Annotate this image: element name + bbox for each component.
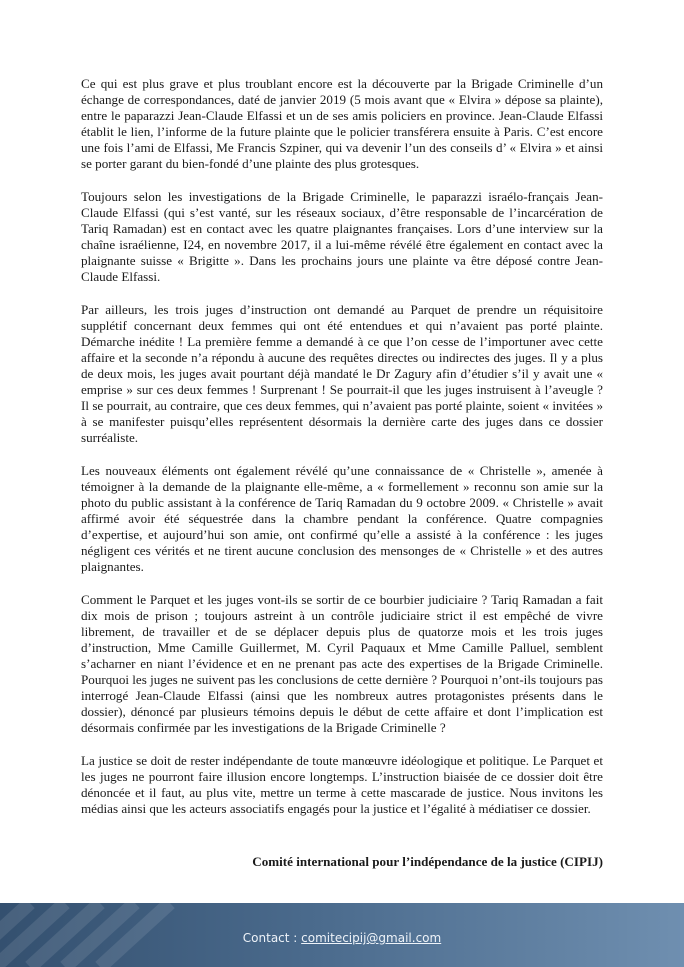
contact-email-link[interactable]: comitecipij@gmail.com (301, 931, 442, 945)
footer-banner (0, 903, 684, 967)
footer-contact (0, 931, 684, 945)
paragraph-5: Comment le Parquet et les juges vont-ils se sortir de ce bourbier judiciaire ? Tariq Ramadan a fait dix mois de prison ; toujours astreint à un contrôle judiciaire strict il est empêché de vivre librement, de travailler et de se déplacer depuis plus de quatorze mois et les trois juges d’instruction, Mme Camille Guillermet, M. Cyril Paquaux et Mme Camille Palluel, semblent s’acharner en niant l’évidence et en ne prenant pas acte des expertises de la Brigade Criminelle. Pourquoi les juges ne suivent pas les conclusions de cette dernière ? Pourquoi n’ont-ils toujours pas interrogé Jean-Claude Elfassi (ainsi que les nombreux autres protagonistes présents dans le dossier), dénoncé par plusieurs témoins depuis le début de cette affaire et dont l’implication est désormais confirmée par les investigations de la Brigade Criminelle ? (81, 592, 603, 735)
paragraph-6: La justice se doit de rester indépendante de toute manœuvre idéologique et politique. Le Parquet et les juges ne pourront faire illusion encore longtemps. L’instruction biaisée de ce dossier doit être dénoncée et il faut, au plus vite, mettre un terme à cette mascarade de justice. Nous invitons les médias ainsi que les acteurs associatifs engagés pour la justice et l’égalité à médiatiser ce dossier. (81, 753, 603, 816)
paragraph-2: Toujours selon les investigations de la Brigade Criminelle, le paparazzi israélo-français Jean-Claude Elfassi (qui s’est vanté, sur les réseaux sociaux, d’être responsable de l’incarcération de Tariq Ramadan) est en contact avec les quatre plaignantes françaises. Lors d’une interview sur la chaîne israélienne, I24, en novembre 2017, il a lui-même révélé être également en contact avec la plaignante suisse « Brigitte ». Dans les prochains jours une plainte va être déposé contre Jean-Claude Elfassi. (81, 189, 603, 284)
contact-label: Contact : (242, 931, 302, 945)
paragraph-1: Ce qui est plus grave et plus troublant encore est la découverte par la Brigade Criminelle d’un échange de correspondances, daté de janvier 2019 (5 mois avant que « Elvira » dépose sa plainte), entre le paparazzi Jean-Claude Elfassi et un de ses amis policiers en province. Jean-Claude Elfassi établit le lien, l’informe de la future plainte que le policier transférera ensuite à Paris. C’est encore une fois l’ami de Elfassi, Me Francis Szpiner, qui va devenir l’un des conseils d’ « Elvira » et ainsi se porter garant du bien-fondé d’une plainte des plus grotesques. (81, 76, 603, 171)
signature: Comité international pour l’indépendance de la justice (CIPIJ) (252, 854, 603, 869)
paragraph-4: Les nouveaux éléments ont également révélé qu’une connaissance de « Christelle », amenée à témoigner à la demande de la plaignante elle-même, a « formellement » reconnu son amie sur la photo du public assistant à la conférence de Tariq Ramadan du 9 octobre 2009. « Christelle » avait affirmé avoir été séquestrée dans la chambre pendant la conférence. Quatre compagnies d’expertise, et aujourd’hui son amie, ont confirmé qu’elle a assisté à la conférence : les juges négligent ces vérités et ne tirent aucune conclusion des mensonges de « Christelle » et des autres plaignantes. (81, 463, 603, 574)
paragraph-3: Par ailleurs, les trois juges d’instruction ont demandé au Parquet de prendre un réquisitoire supplétif concernant deux femmes qui ont été entendues et qui n’avaient pas porté plainte. Démarche inédite ! La première femme a demandé à ce que l’on cesse de l’importuner avec cette affaire et la seconde n’a répondu à aucune des requêtes directes ou indirectes des juges. Il y a plus de deux mois, les juges avait pourtant déjà mandaté le Dr Zagury afin d’étudier s’il y avait une « emprise » sur ces deux femmes ! Surprenant ! Se pourrait-il que les juges instruisent à l’aveugle ? Il se pourrait, au contraire, que ces deux femmes, qui n’avaient pas porté plainte, soient « invitées » à se manifester puisqu’elles représentent désormais la dernière carte des juges dans ce dossier surréaliste. (81, 302, 603, 445)
document-body (81, 76, 603, 834)
